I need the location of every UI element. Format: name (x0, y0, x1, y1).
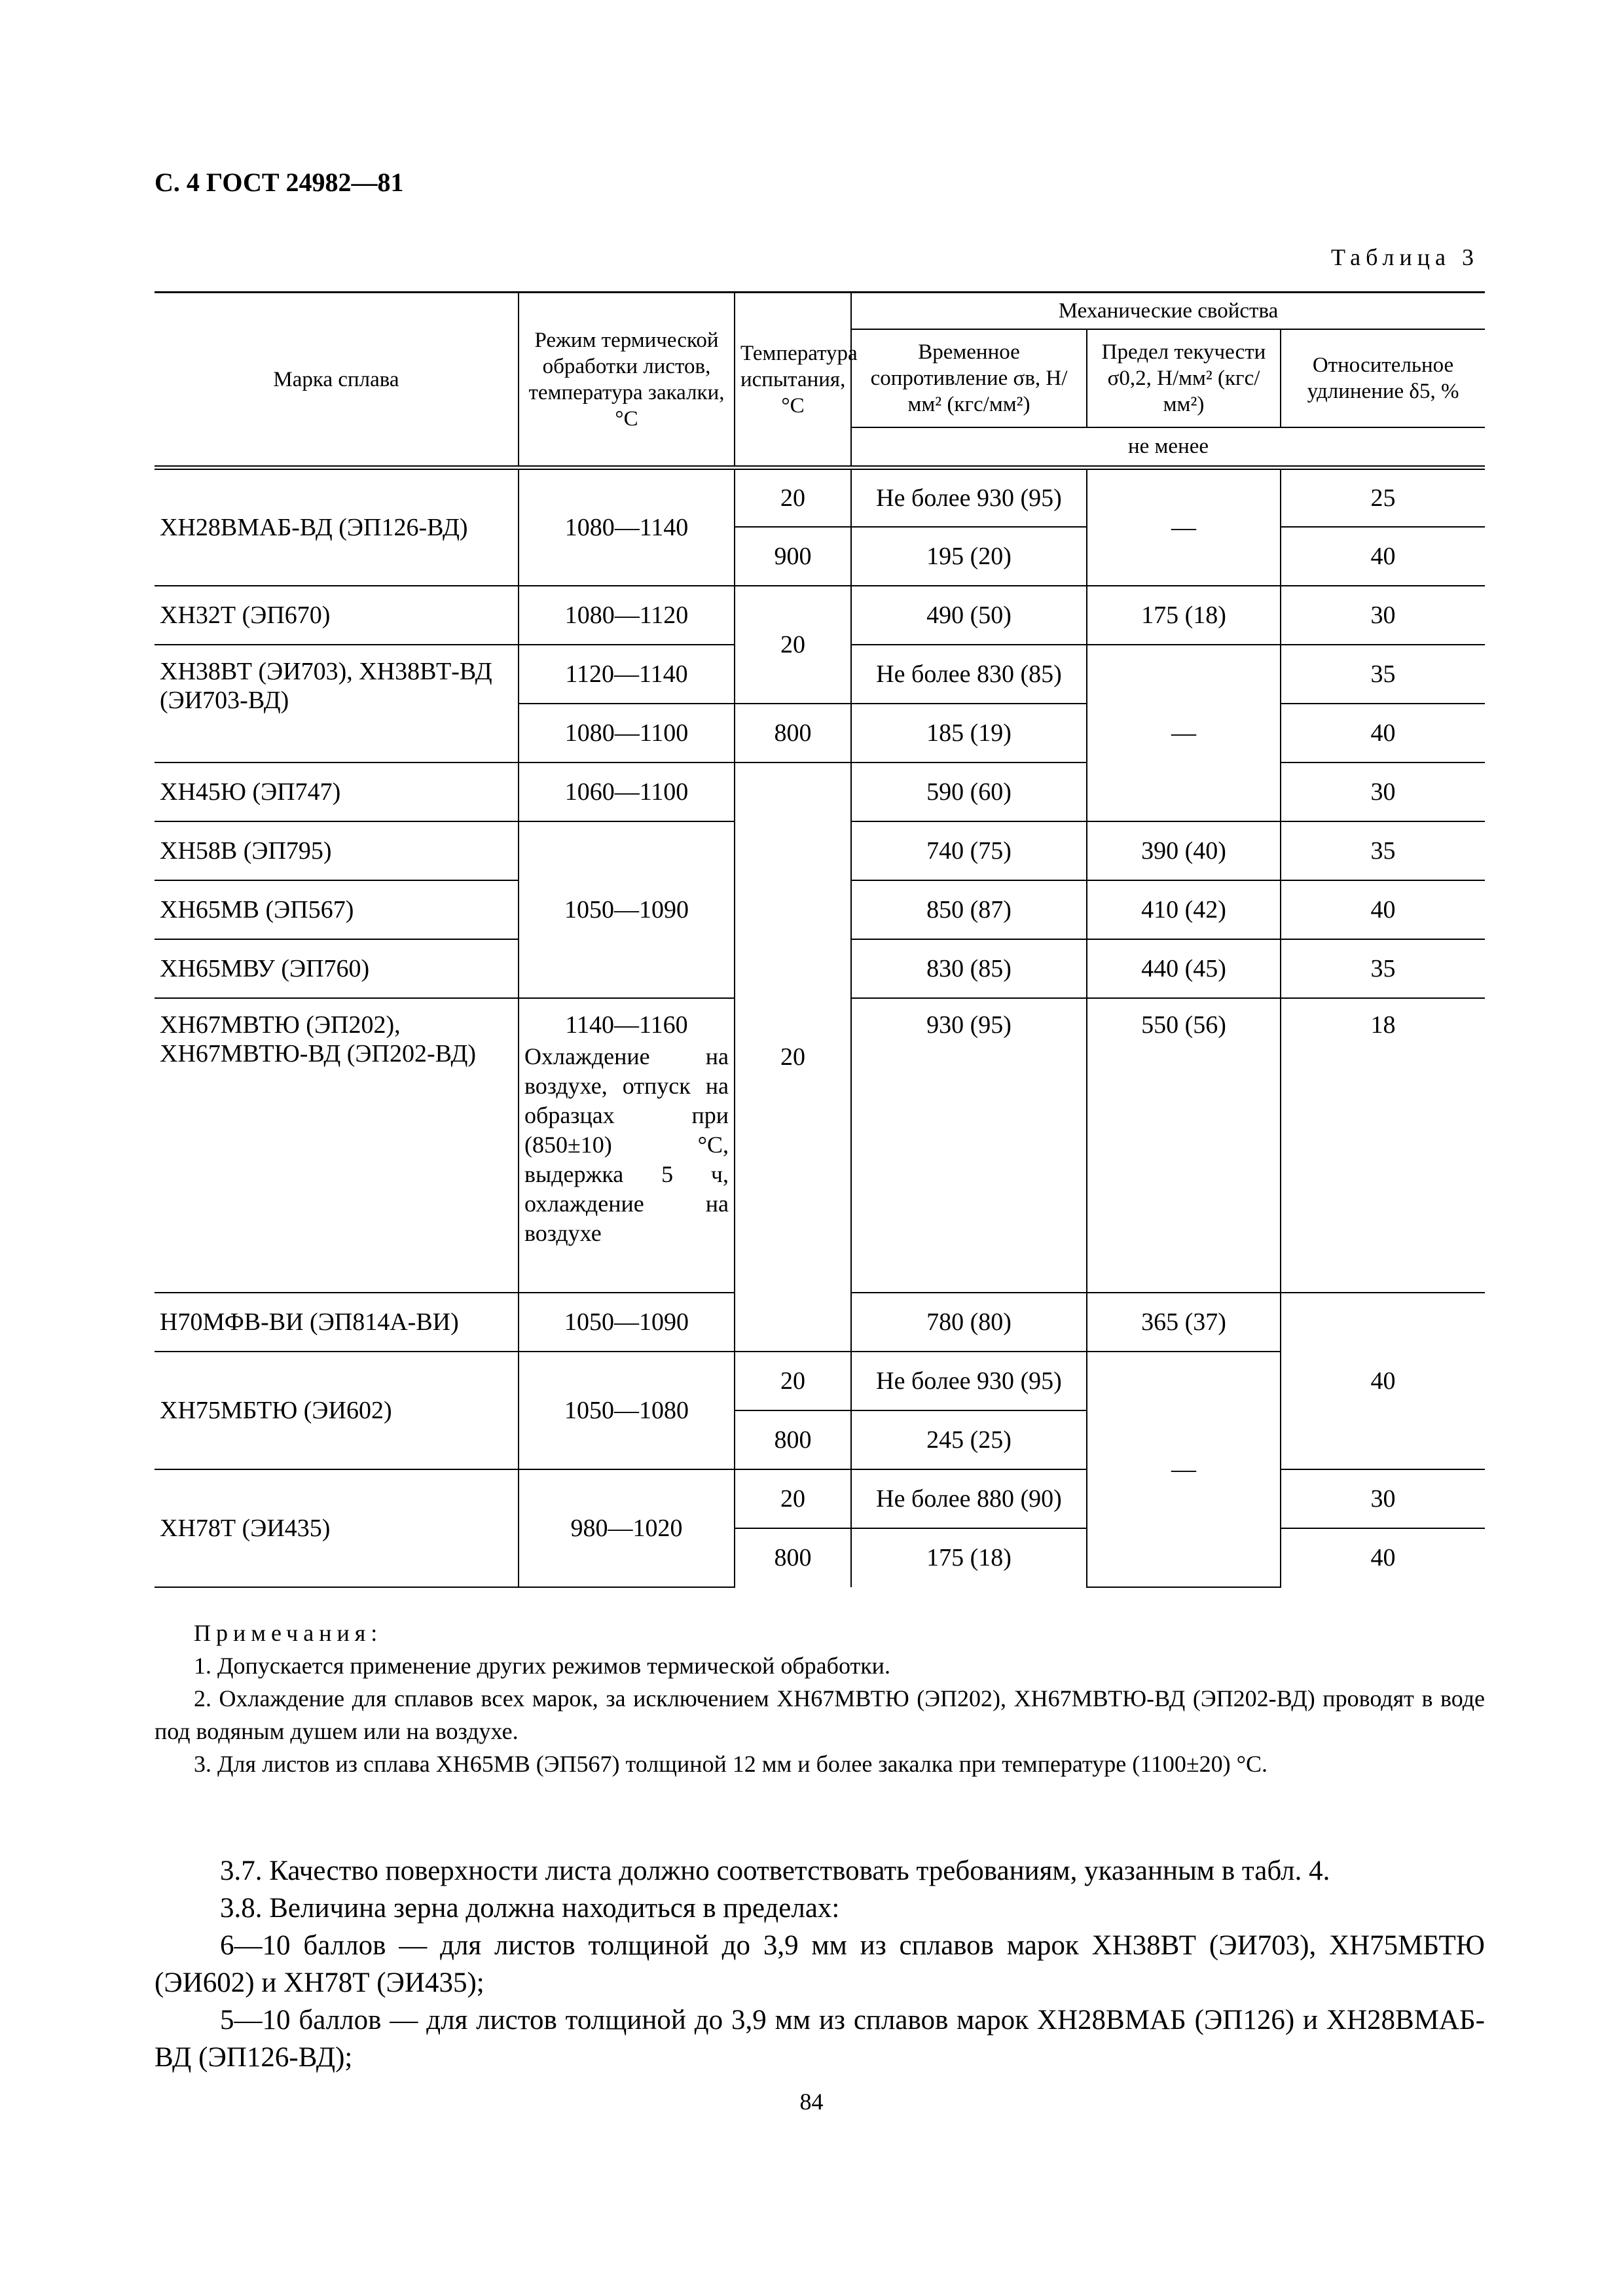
alloy-cell: ХН45Ю (ЭП747) (155, 762, 519, 821)
header-test-temperature: Температура испытания, °С (735, 293, 851, 468)
alloy-cell: ХН58В (ЭП795) (155, 821, 519, 880)
elong-cell: 35 (1281, 645, 1485, 704)
tensile-cell: Не более 830 (85) (851, 645, 1087, 704)
alloy-cell: ХН28ВМАБ-ВД (ЭП126-ВД) (155, 468, 519, 586)
alloy-cell: ХН38ВТ (ЭИ703), ХН38ВТ-ВД (ЭИ703-ВД) (155, 645, 519, 762)
table-label: Таблица 3 (1331, 244, 1479, 270)
note-item: 2. Охлаждение для сплавов всех марок, за исключением ХН67МВТЮ (ЭП202), ХН67МВТЮ-ВД (ЭП202-ВД) проводят в воде под водяным душем или на воздухе. (155, 1685, 1485, 1744)
heat-cell: 1060—1100 (519, 762, 735, 821)
tensile-cell: 245 (25) (851, 1410, 1087, 1469)
heat-cell: 1080—1140 (519, 468, 735, 586)
elong-cell: 40 (1281, 1293, 1485, 1469)
tensile-cell: 490 (50) (851, 586, 1087, 645)
page-header: С. 4 ГОСТ 24982—81 (155, 168, 404, 197)
elong-cell: 40 (1281, 527, 1485, 586)
tensile-cell: 780 (80) (851, 1293, 1087, 1352)
yield-cell: — (1087, 468, 1281, 586)
yield-cell: — (1087, 1352, 1281, 1587)
page-number: 84 (799, 2089, 824, 2115)
header-yield-strength: Предел текучести σ0,2, Н/мм² (кгс/мм²) (1087, 329, 1281, 427)
heat-cell: 980—1020 (519, 1469, 735, 1587)
header-min: не менее (851, 427, 1485, 468)
heat-cell: 1050—1080 (519, 1352, 735, 1469)
paragraph: 3.8. Величина зерна должна находиться в пределах: (220, 1893, 840, 1924)
heat-cell: 1050—1090 (519, 821, 735, 998)
tensile-cell: Не более 930 (95) (851, 468, 1087, 527)
notes-title: Примечания: (194, 1620, 383, 1646)
mechanical-properties-table (155, 291, 1485, 1588)
yield-cell: 550 (56) (1087, 998, 1281, 1293)
tensile-cell: Не более 930 (95) (851, 1352, 1087, 1410)
elong-cell: 35 (1281, 821, 1485, 880)
yield-cell: 440 (45) (1087, 939, 1281, 998)
temp-cell: 20 (735, 762, 851, 1352)
tensile-cell: 185 (19) (851, 704, 1087, 762)
temp-cell: 900 (735, 527, 851, 586)
tensile-cell: 740 (75) (851, 821, 1087, 880)
temp-cell: 20 (735, 1352, 851, 1410)
alloy-cell: Н70МФВ-ВИ (ЭП814А-ВИ) (155, 1293, 519, 1352)
alloy-cell: ХН67МВТЮ (ЭП202), ХН67МВТЮ-ВД (ЭП202-ВД) (155, 998, 519, 1293)
heat-cell: 1120—1140 (519, 645, 735, 704)
tensile-cell: Не более 880 (90) (851, 1469, 1087, 1528)
note-item: 1. Допускается применение других режимов термической обработки. (194, 1653, 890, 1679)
tensile-cell: 850 (87) (851, 880, 1087, 939)
header-heat-treatment: Режим термической обработки листов, температура закалки, °С (519, 293, 735, 468)
yield-cell: 410 (42) (1087, 880, 1281, 939)
elong-cell: 30 (1281, 1469, 1485, 1528)
alloy-cell: ХН65МВУ (ЭП760) (155, 939, 519, 998)
tensile-cell: 195 (20) (851, 527, 1087, 586)
temp-cell: 20 (735, 468, 851, 527)
temp-cell: 20 (735, 586, 851, 704)
heat-treatment-note: Охлаждение на воздухе, отпуск на образцах при (850±10) °С, выдержка 5 ч, охлаждение на воздухе (524, 1043, 729, 1246)
temp-cell: 20 (735, 1469, 851, 1528)
tensile-cell: 830 (85) (851, 939, 1087, 998)
alloy-cell: ХН78Т (ЭИ435) (155, 1469, 519, 1587)
paragraph: 5—10 баллов — для листов толщиной до 3,9 мм из сплавов марок ХН28ВМАБ (ЭП126) и ХН28ВМАБ-ВД (ЭП126-ВД); (155, 2005, 1485, 2073)
heat-cell: 1080—1100 (519, 704, 735, 762)
paragraph: 6—10 баллов — для листов толщиной до 3,9 мм из сплавов марок ХН38ВТ (ЭИ703), ХН75МБТЮ (ЭИ602) и ХН78Т (ЭИ435); (155, 1930, 1485, 1998)
body-text (155, 1852, 1485, 2076)
alloy-cell: ХН75МБТЮ (ЭИ602) (155, 1352, 519, 1469)
yield-cell: — (1087, 645, 1281, 821)
tensile-cell: 930 (95) (851, 998, 1087, 1293)
heat-cell: 1080—1120 (519, 586, 735, 645)
elong-cell: 30 (1281, 586, 1485, 645)
elong-cell: 40 (1281, 1528, 1485, 1587)
elong-cell: 25 (1281, 468, 1485, 527)
paragraph: 3.7. Качество поверхности листа должно соответствовать требованиям, указанным в табл. 4. (220, 1856, 1330, 1886)
header-mechanical-properties: Механические свойства (851, 293, 1485, 329)
tensile-cell: 590 (60) (851, 762, 1087, 821)
temp-cell: 800 (735, 1410, 851, 1469)
note-item: 3. Для листов из сплава ХН65МВ (ЭП567) толщиной 12 мм и более закалка при температуре (1100±20) °С. (194, 1751, 1268, 1777)
header-elongation: Относительное удлинение δ5, % (1281, 329, 1485, 427)
yield-cell: 365 (37) (1087, 1293, 1281, 1352)
alloy-cell: ХН65МВ (ЭП567) (155, 880, 519, 939)
heat-cell (519, 998, 735, 1293)
temp-cell: 800 (735, 1528, 851, 1587)
yield-cell: 175 (18) (1087, 586, 1281, 645)
heat-cell: 1050—1090 (519, 1293, 735, 1352)
alloy-cell: ХН32Т (ЭП670) (155, 586, 519, 645)
tensile-cell: 175 (18) (851, 1528, 1087, 1587)
yield-cell: 390 (40) (1087, 821, 1281, 880)
header-tensile-strength: Временное сопротивление σв, Н/мм² (кгс/мм²) (851, 329, 1087, 427)
elong-cell: 18 (1281, 998, 1485, 1293)
heat-range: 1140—1160 (565, 1011, 688, 1039)
elong-cell: 40 (1281, 880, 1485, 939)
elong-cell: 30 (1281, 762, 1485, 821)
elong-cell: 35 (1281, 939, 1485, 998)
table-notes (155, 1617, 1485, 1780)
elong-cell: 40 (1281, 704, 1485, 762)
header-alloy: Марка сплава (155, 293, 519, 468)
temp-cell: 800 (735, 704, 851, 762)
